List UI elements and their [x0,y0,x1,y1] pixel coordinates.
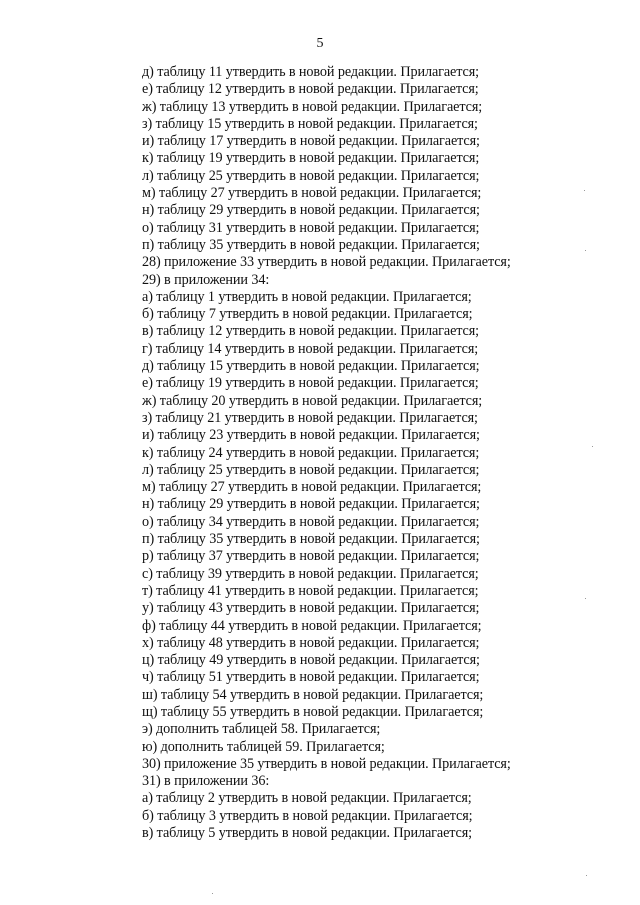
document-line: и) таблицу 23 утвердить в новой редакции. Прилагается; [142,427,480,444]
document-line: с) таблицу 39 утвердить в новой редакции. Прилагается; [142,565,479,582]
document-line: а) таблицу 1 утвердить в новой редакции. Прилагается; [142,288,472,305]
document-line: о) таблицу 34 утвердить в новой редакции. Прилагается; [142,513,480,530]
document-line: л) таблицу 25 утвердить в новой редакции. Прилагается; [142,461,480,478]
document-line: у) таблицу 43 утвердить в новой редакции. Прилагается; [142,600,480,617]
document-line: 29) в приложении 34: [142,271,270,288]
document-line: ш) таблицу 54 утвердить в новой редакции. Прилагается; [142,686,484,703]
document-line: к) таблицу 19 утвердить в новой редакции. Прилагается; [142,150,480,167]
scan-speck [592,446,593,447]
document-line: д) таблицу 15 утвердить в новой редакции. Прилагается; [142,358,480,375]
scan-speck [585,598,586,599]
document-line: щ) таблицу 55 утвердить в новой редакции. Прилагается; [142,703,484,720]
document-line: в) таблицу 12 утвердить в новой редакции. Прилагается; [142,323,479,340]
document-line: б) таблицу 3 утвердить в новой редакции. Прилагается; [142,807,473,824]
scan-speck [584,190,585,191]
page-number: 5 [316,36,324,51]
scan-speck [212,893,213,894]
document-line: ф) таблицу 44 утвердить в новой редакции. Прилагается; [142,617,482,634]
document-line: б) таблицу 7 утвердить в новой редакции. Прилагается; [142,306,473,323]
document-line: и) таблицу 17 утвердить в новой редакции. Прилагается; [142,133,480,150]
document-line: о) таблицу 31 утвердить в новой редакции. Прилагается; [142,219,480,236]
document-line: 31) в приложении 36: [142,773,270,790]
document-line: п) таблицу 35 утвердить в новой редакции. Прилагается; [142,531,480,548]
document-line: м) таблицу 27 утвердить в новой редакции. Прилагается; [142,479,482,496]
document-line: х) таблицу 48 утвердить в новой редакции. Прилагается; [142,634,480,651]
document-line: п) таблицу 35 утвердить в новой редакции. Прилагается; [142,236,480,253]
document-line: м) таблицу 27 утвердить в новой редакции. Прилагается; [142,185,482,202]
document-line: т) таблицу 41 утвердить в новой редакции. Прилагается; [142,582,479,599]
document-line: ж) таблицу 13 утвердить в новой редакции. Прилагается; [142,98,483,115]
document-line: з) таблицу 21 утвердить в новой редакции. Прилагается; [142,409,478,426]
document-line: э) дополнить таблицей 58. Прилагается; [142,721,381,738]
document-line: в) таблицу 5 утвердить в новой редакции. Прилагается; [142,825,473,842]
document-line: ж) таблицу 20 утвердить в новой редакции. Прилагается; [142,392,483,409]
scan-speck [585,250,586,251]
document-line: а) таблицу 2 утвердить в новой редакции. Прилагается; [142,790,472,807]
document-line: ц) таблицу 49 утвердить в новой редакции. Прилагается; [142,652,480,669]
document-line: 28) приложение 33 утвердить в новой редакции. Прилагается; [142,254,511,271]
document-line: е) таблицу 12 утвердить в новой редакции. Прилагается; [142,81,479,98]
document-line: к) таблицу 24 утвердить в новой редакции. Прилагается; [142,444,480,461]
amendment-list [142,64,612,842]
document-line: ч) таблицу 51 утвердить в новой редакции. Прилагается; [142,669,480,686]
document-line: л) таблицу 25 утвердить в новой редакции. Прилагается; [142,167,480,184]
document-line: 30) приложение 35 утвердить в новой редакции. Прилагается; [142,755,511,772]
document-line: н) таблицу 29 утвердить в новой редакции. Прилагается; [142,496,480,513]
document-line: д) таблицу 11 утвердить в новой редакции. Прилагается; [142,64,479,80]
document-line: г) таблицу 14 утвердить в новой редакции. Прилагается; [142,340,479,357]
document-line: е) таблицу 19 утвердить в новой редакции. Прилагается; [142,375,479,392]
document-line: з) таблицу 15 утвердить в новой редакции. Прилагается; [142,115,478,132]
document-line: р) таблицу 37 утвердить в новой редакции. Прилагается; [142,548,480,565]
scan-speck [586,875,587,876]
document-line: н) таблицу 29 утвердить в новой редакции. Прилагается; [142,202,480,219]
document-line: ю) дополнить таблицей 59. Прилагается; [142,738,385,755]
